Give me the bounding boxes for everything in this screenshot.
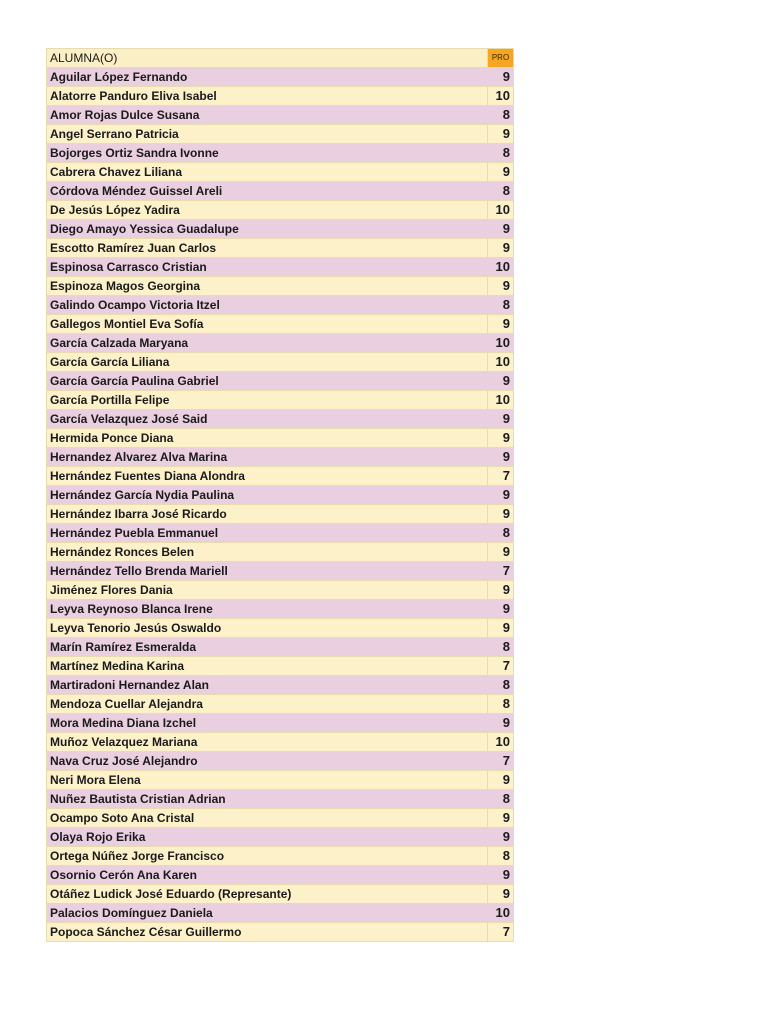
student-name-cell[interactable]: Mora Medina Diana Izchel <box>47 714 488 733</box>
student-grade-cell[interactable]: 8 <box>488 524 514 543</box>
table-row <box>47 619 514 638</box>
student-name-cell[interactable]: Hermida Ponce Diana <box>47 429 488 448</box>
student-grade-cell[interactable]: 10 <box>488 334 514 353</box>
student-grade-cell[interactable]: 9 <box>488 600 514 619</box>
table-row <box>47 543 514 562</box>
table-row <box>47 182 514 201</box>
table-row <box>47 695 514 714</box>
table-row <box>47 87 514 106</box>
student-name-cell[interactable]: Otáñez Ludick José Eduardo (Represante) <box>47 885 488 904</box>
student-grade-cell[interactable]: 10 <box>488 258 514 277</box>
student-name-cell[interactable]: Hernández García Nydia Paulina <box>47 486 488 505</box>
student-name-cell[interactable]: Bojorges Ortiz Sandra Ivonne <box>47 144 488 163</box>
table-row <box>47 771 514 790</box>
student-grade-cell[interactable]: 10 <box>488 353 514 372</box>
table-row <box>47 277 514 296</box>
student-grade-cell[interactable]: 7 <box>488 923 514 942</box>
student-grade-cell[interactable]: 9 <box>488 866 514 885</box>
student-grade-cell[interactable]: 10 <box>488 87 514 106</box>
student-grade-cell[interactable]: 7 <box>488 467 514 486</box>
student-grade-cell[interactable]: 7 <box>488 752 514 771</box>
student-name-cell[interactable]: Angel Serrano Patricia <box>47 125 488 144</box>
header-grade-cell[interactable]: PRO <box>488 49 514 68</box>
student-grade-cell[interactable]: 9 <box>488 885 514 904</box>
table-row <box>47 904 514 923</box>
student-name-cell[interactable]: Alatorre Panduro Eliva Isabel <box>47 87 488 106</box>
student-grade-cell[interactable]: 8 <box>488 695 514 714</box>
student-grade-cell[interactable]: 9 <box>488 239 514 258</box>
table-row <box>47 163 514 182</box>
student-name-cell[interactable]: Amor Rojas Dulce Susana <box>47 106 488 125</box>
table-row <box>47 752 514 771</box>
student-name-cell[interactable]: Nuñez Bautista Cristian Adrian <box>47 790 488 809</box>
table-row <box>47 106 514 125</box>
student-name-cell[interactable]: Leyva Reynoso Blanca Irene <box>47 600 488 619</box>
student-grade-cell[interactable]: 10 <box>488 733 514 752</box>
table-row <box>47 391 514 410</box>
table-row <box>47 657 514 676</box>
student-grade-cell[interactable]: 8 <box>488 296 514 315</box>
student-grade-cell[interactable]: 10 <box>488 201 514 220</box>
table-row <box>47 68 514 87</box>
student-name-cell[interactable]: García Portilla Felipe <box>47 391 488 410</box>
table-row <box>47 429 514 448</box>
student-name-cell[interactable]: García García Paulina Gabriel <box>47 372 488 391</box>
table-row <box>47 790 514 809</box>
table-row <box>47 714 514 733</box>
table-row <box>47 866 514 885</box>
student-grade-cell[interactable]: 9 <box>488 448 514 467</box>
student-name-cell[interactable]: García García Liliana <box>47 353 488 372</box>
student-name-cell[interactable]: García Calzada Maryana <box>47 334 488 353</box>
table-row <box>47 600 514 619</box>
student-grade-cell[interactable]: 7 <box>488 657 514 676</box>
student-grade-cell[interactable]: 8 <box>488 676 514 695</box>
student-name-cell[interactable]: Espinosa Carrasco Cristian <box>47 258 488 277</box>
student-grade-cell[interactable]: 8 <box>488 847 514 866</box>
table-row <box>47 524 514 543</box>
table-row <box>47 220 514 239</box>
student-name-cell[interactable]: Olaya Rojo Erika <box>47 828 488 847</box>
student-name-cell[interactable]: Hernandez Alvarez Alva Marina <box>47 448 488 467</box>
student-name-cell[interactable]: Aguilar López Fernando <box>47 68 488 87</box>
student-grade-cell[interactable]: 8 <box>488 638 514 657</box>
table-row <box>47 676 514 695</box>
table-row <box>47 201 514 220</box>
student-grade-cell[interactable]: 9 <box>488 372 514 391</box>
student-grade-cell[interactable]: 8 <box>488 182 514 201</box>
table-row <box>47 410 514 429</box>
student-name-cell[interactable]: Neri Mora Elena <box>47 771 488 790</box>
student-grade-cell[interactable]: 9 <box>488 429 514 448</box>
table-row <box>47 733 514 752</box>
student-name-cell[interactable]: Hernández Puebla Emmanuel <box>47 524 488 543</box>
student-name-cell[interactable]: Cabrera Chavez Liliana <box>47 163 488 182</box>
student-grade-cell[interactable]: 9 <box>488 277 514 296</box>
student-name-cell[interactable]: Leyva Tenorio Jesús Oswaldo <box>47 619 488 638</box>
table-row <box>47 828 514 847</box>
table-row <box>47 581 514 600</box>
student-name-cell[interactable]: Osornio Cerón Ana Karen <box>47 866 488 885</box>
table-row <box>47 505 514 524</box>
student-grade-cell[interactable]: 8 <box>488 106 514 125</box>
table-row <box>47 144 514 163</box>
table-row <box>47 372 514 391</box>
student-grade-cell[interactable]: 9 <box>488 581 514 600</box>
table-row <box>47 353 514 372</box>
student-grade-cell[interactable]: 9 <box>488 714 514 733</box>
student-grade-cell[interactable]: 9 <box>488 125 514 144</box>
student-name-cell[interactable]: De Jesús López Yadira <box>47 201 488 220</box>
student-name-cell[interactable]: Hernández Tello Brenda Mariell <box>47 562 488 581</box>
student-name-cell[interactable]: García Velazquez José Said <box>47 410 488 429</box>
table-row <box>47 638 514 657</box>
student-name-cell[interactable]: Hernández Ibarra José Ricardo <box>47 505 488 524</box>
student-grade-cell[interactable]: 9 <box>488 163 514 182</box>
table-row <box>47 239 514 258</box>
student-grade-cell[interactable]: 8 <box>488 144 514 163</box>
student-name-cell[interactable]: Popoca Sánchez César Guillermo <box>47 923 488 942</box>
student-grade-cell[interactable]: 8 <box>488 790 514 809</box>
student-name-cell[interactable]: Córdova Méndez Guissel Areli <box>47 182 488 201</box>
student-grade-cell[interactable]: 9 <box>488 410 514 429</box>
student-name-cell[interactable]: Muñoz Velazquez Mariana <box>47 733 488 752</box>
table-row <box>47 486 514 505</box>
student-grade-cell[interactable]: 10 <box>488 904 514 923</box>
table-row <box>47 885 514 904</box>
header-row <box>47 49 514 68</box>
student-name-cell[interactable]: Gallegos Montiel Eva Sofía <box>47 315 488 334</box>
student-grade-cell[interactable]: 9 <box>488 315 514 334</box>
student-grade-cell[interactable]: 9 <box>488 809 514 828</box>
student-name-cell[interactable]: Hernández Fuentes Diana Alondra <box>47 467 488 486</box>
student-name-cell[interactable]: Ortega Núñez Jorge Francisco <box>47 847 488 866</box>
student-name-cell[interactable]: Palacios Domínguez Daniela <box>47 904 488 923</box>
student-grade-cell[interactable]: 9 <box>488 486 514 505</box>
student-name-cell[interactable]: Marín Ramírez Esmeralda <box>47 638 488 657</box>
student-name-cell[interactable]: Espinoza Magos Georgina <box>47 277 488 296</box>
student-name-cell[interactable]: Hernández Ronces Belen <box>47 543 488 562</box>
table-row <box>47 315 514 334</box>
student-name-cell[interactable]: Ocampo Soto Ana Cristal <box>47 809 488 828</box>
table-row <box>47 467 514 486</box>
table-row <box>47 847 514 866</box>
student-name-cell[interactable]: Martiradoni Hernandez Alan <box>47 676 488 695</box>
student-name-cell[interactable]: Escotto Ramírez Juan Carlos <box>47 239 488 258</box>
grades-table-body <box>47 49 514 942</box>
student-grade-cell[interactable]: 9 <box>488 828 514 847</box>
student-grade-cell[interactable]: 9 <box>488 220 514 239</box>
table-row <box>47 562 514 581</box>
student-grade-cell[interactable]: 9 <box>488 543 514 562</box>
table-row <box>47 334 514 353</box>
table-row <box>47 809 514 828</box>
table-row <box>47 258 514 277</box>
table-row <box>47 448 514 467</box>
header-name-cell[interactable]: ALUMNA(O) <box>47 49 488 68</box>
student-grade-cell[interactable]: 9 <box>488 68 514 87</box>
table-row <box>47 125 514 144</box>
student-name-cell[interactable]: Mendoza Cuellar Alejandra <box>47 695 488 714</box>
student-grade-cell[interactable]: 10 <box>488 391 514 410</box>
student-grade-cell[interactable]: 9 <box>488 619 514 638</box>
student-name-cell[interactable]: Nava Cruz José Alejandro <box>47 752 488 771</box>
table-row <box>47 923 514 942</box>
student-grade-cell[interactable]: 9 <box>488 505 514 524</box>
student-name-cell[interactable]: Diego Amayo Yessica Guadalupe <box>47 220 488 239</box>
table-row <box>47 296 514 315</box>
grades-table <box>46 48 514 942</box>
student-grade-cell[interactable]: 9 <box>488 771 514 790</box>
student-name-cell[interactable]: Galindo Ocampo Victoria Itzel <box>47 296 488 315</box>
student-name-cell[interactable]: Martínez Medina Karina <box>47 657 488 676</box>
student-name-cell[interactable]: Jiménez Flores Dania <box>47 581 488 600</box>
student-grade-cell[interactable]: 7 <box>488 562 514 581</box>
